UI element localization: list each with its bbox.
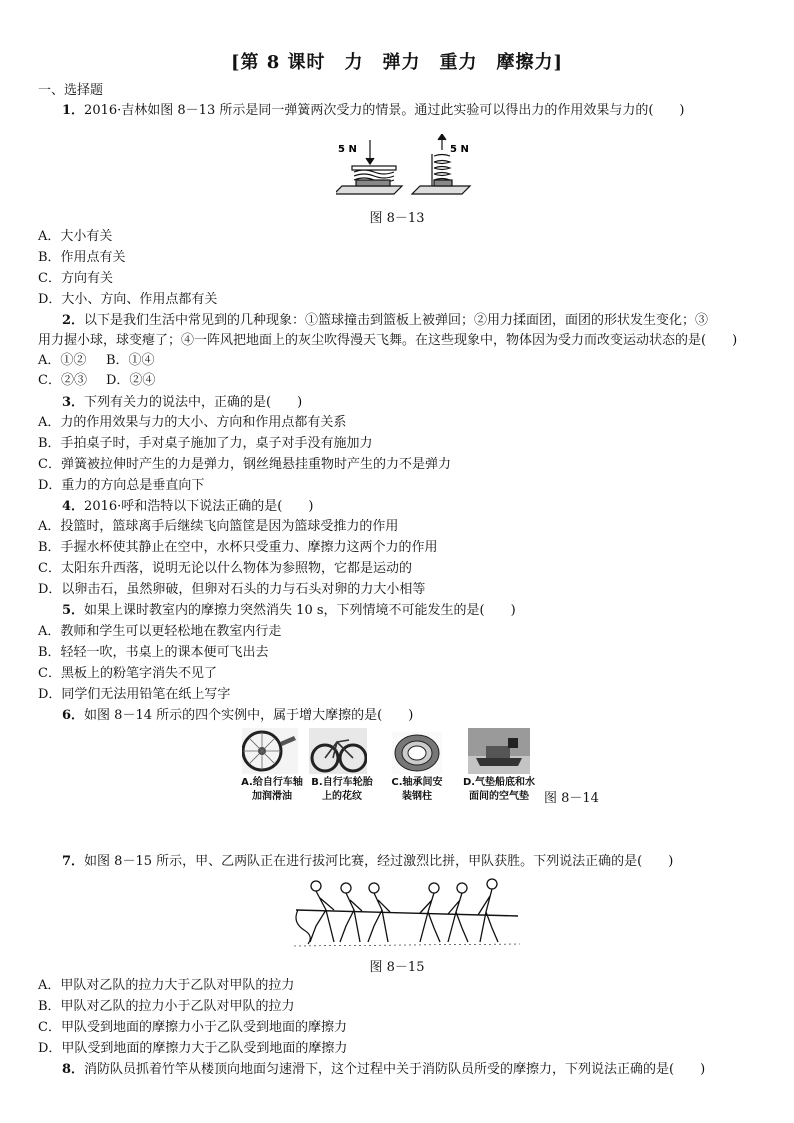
tire-tread-image: [309, 728, 367, 774]
bicycle-axle-image: [242, 728, 298, 774]
question-text: 以下是我们生活中常见到的几种现象：①篮球撞击到篮板上被弹回；②用力揉面团，面团的形状发生变化；③: [84, 313, 709, 328]
q1-option-c: C．方向有关: [38, 271, 113, 286]
question-text: 如果上课时教室内的摩擦力突然消失 10 s，下列情境不可能发生的是( ): [84, 603, 516, 618]
caption-line: 装钢柱: [402, 791, 432, 802]
figure-8-13-caption: 图 8－13: [369, 211, 425, 226]
question-number: 2．: [62, 313, 85, 328]
q3-option-b: B．手拍桌子时，手对桌子施加了力，桌子对手没有施加力: [38, 436, 373, 451]
question-number: 7．: [62, 854, 85, 869]
question-text: 2016·呼和浩特以下说法正确的是( ): [84, 499, 314, 514]
q5-option-c: C．黑板上的粉笔字消失不见了: [38, 666, 217, 681]
question-7: [62, 853, 756, 871]
q1-option-a: A．大小有关: [38, 229, 113, 244]
spring-figure: [336, 134, 486, 196]
caption-line: 面间的空气垫: [469, 791, 529, 802]
q4-option-c: C．太阳东升西落，说明无论以什么物体为参照物，它都是运动的: [38, 561, 412, 576]
q2-option-c: C．②③: [38, 373, 87, 388]
q6-caption-a: [236, 776, 308, 804]
q3-option-c: C．弹簧被拉伸时产生的力是弹力，钢丝绳悬挂重物时产生的力不是弹力: [38, 457, 451, 472]
force-label-left: 5 N: [338, 144, 357, 155]
question-number: 4．: [62, 499, 85, 514]
q3-option-a: A．力的作用效果与力的大小、方向和作用点都有关系: [38, 415, 347, 430]
caption-line: A.给自行车轴: [241, 777, 303, 788]
figure-8-14-caption: 图 8－14: [544, 791, 599, 806]
q2-options-row-2: [38, 372, 756, 390]
section-heading: 一、选择题: [38, 83, 104, 98]
hovercraft-image: [468, 728, 530, 774]
caption-line: 上的花纹: [322, 791, 362, 802]
q6-caption-b: [306, 776, 378, 804]
tug-of-war-figure: [294, 876, 520, 948]
q7-option-c: C．甲队受到地面的摩擦力小于乙队受到地面的摩擦力: [38, 1020, 347, 1035]
q2-option-b: B．①④: [106, 353, 155, 368]
figure-8-15-caption: 图 8－15: [369, 960, 425, 975]
question-1: [62, 102, 756, 120]
q1-option-d: D．大小、方向、作用点都有关: [38, 292, 218, 307]
question-3: [62, 394, 756, 412]
q1-option-b: B．作用点有关: [38, 250, 126, 265]
question-8: [62, 1061, 756, 1079]
question-text: 2016·吉林如图 8－13 所示是同一弹簧两次受力的情景。通过此实验可以得出力的作用效果与力的( ): [84, 103, 685, 118]
question-text: 下列有关力的说法中，正确的是( ): [84, 395, 303, 410]
q5-option-d: D．同学们无法用铅笔在纸上写字: [38, 687, 231, 702]
q5-option-a: A．教师和学生可以更轻松地在教室内行走: [38, 624, 282, 639]
q4-option-d: D．以卵击石，虽然卵破，但卵对石头的力与石头对卵的力大小相等: [38, 582, 426, 597]
question-6: [62, 707, 756, 725]
q6-caption-d: [452, 776, 546, 804]
stretched-spring: [412, 134, 470, 194]
question-number: 6．: [62, 708, 85, 723]
team-yi: [420, 879, 498, 942]
question-5: [62, 602, 756, 620]
q5-option-b: B．轻轻一吹，书桌上的课本便可飞出去: [38, 645, 269, 660]
q7-option-b: B．甲队对乙队的拉力小于乙队对甲队的拉力: [38, 999, 295, 1014]
q6-caption-c: [382, 776, 452, 804]
question-number: 3．: [62, 395, 85, 410]
question-number: 5．: [62, 603, 85, 618]
caption-line: B.自行车轮胎: [311, 777, 373, 788]
q4-option-a: A．投篮时，篮球离手后继续飞向篮筐是因为篮球受推力的作用: [38, 519, 399, 534]
q2-option-a: A．①②: [38, 353, 87, 368]
question-text: 消防队员抓着竹竿从楼顶向地面匀速滑下，这个过程中关于消防队员所受的摩擦力，下列说法正确的是( ): [84, 1062, 706, 1077]
question-2-continued: 用力握小球，球变瘪了；④一阵风把地面上的灰尘吹得漫天飞舞。在这些现象中，物体因为受力而改变运动状态的是( ): [38, 333, 738, 348]
force-label-right: 5 N: [450, 144, 469, 155]
q7-option-d: D．甲队受到地面的摩擦力大于乙队受到地面的摩擦力: [38, 1041, 348, 1056]
bearing-image: [392, 732, 442, 774]
question-text: 如图 8－14 所示的四个实例中，属于增大摩擦的是( ): [84, 708, 414, 723]
q2-option-d: D．②④: [106, 373, 156, 388]
page-title: [第 8 课时 力 弹力 重力 摩擦力]: [230, 52, 564, 73]
q7-option-a: A．甲队对乙队的拉力大于乙队对甲队的拉力: [38, 978, 295, 993]
caption-line: D.气垫船底和水: [462, 777, 536, 788]
question-number: 1．: [62, 103, 85, 118]
question-number: 8．: [62, 1062, 85, 1077]
question-2: [62, 312, 756, 330]
caption-line: C.轴承间安: [391, 777, 443, 788]
q2-options-row-1: [38, 352, 756, 370]
q4-option-b: B．手握水杯使其静止在空中，水杯只受重力、摩擦力这两个力的作用: [38, 540, 438, 555]
caption-line: 加润滑油: [252, 791, 292, 802]
question-text: 如图 8－15 所示，甲、乙两队正在进行拔河比赛，经过激烈比拼，甲队获胜。下列说法正确的是( ): [84, 854, 674, 869]
question-4: [62, 498, 756, 516]
q3-option-d: D．重力的方向总是垂直向下: [38, 478, 205, 493]
